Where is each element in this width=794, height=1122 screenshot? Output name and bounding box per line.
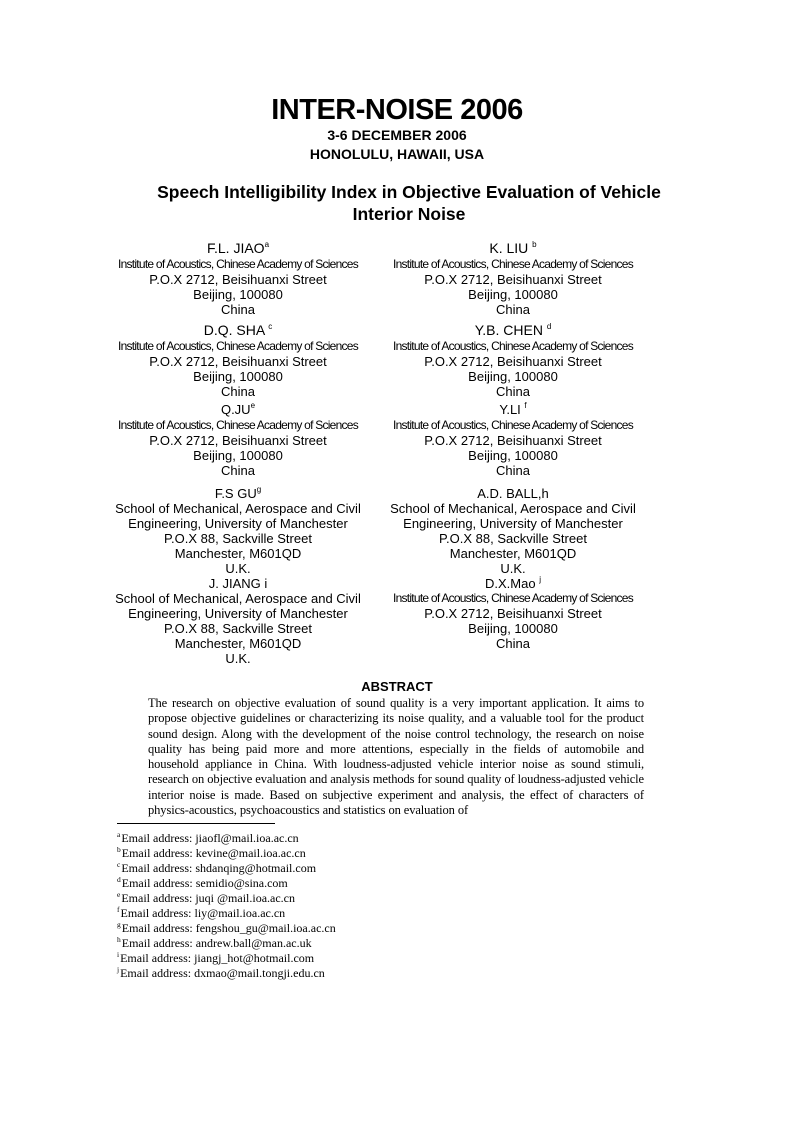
conference-location: HONOLULU, HAWAII, USA [309, 146, 485, 162]
conference-dates: 3-6 DECEMBER 2006 [327, 127, 467, 143]
author-address: P.O.X 2712, Beisihuanxi Street [149, 272, 327, 287]
author-city: Manchester, M601QD [174, 546, 302, 561]
author-block-liu [386, 239, 640, 317]
footnote-text: Email address: jiangj_hot@hotmail.com [120, 951, 315, 965]
author-affiliation: Institute of Acoustics, Chinese Academy of Sciences [118, 339, 358, 353]
footnote-mark: h [117, 935, 121, 944]
author-superscript: f [524, 401, 527, 410]
author-block-ju [112, 402, 364, 478]
author-affiliation: School of Mechanical, Aerospace and Civil [115, 501, 361, 516]
footnote-mark: d [117, 875, 121, 884]
author-block-sha [112, 321, 364, 399]
footnote-text: Email address: dxmao@mail.tongji.edu.cn [120, 966, 325, 980]
author-block-ball [386, 486, 640, 576]
author-city: Beijing, 100080 [468, 448, 558, 463]
author-country: China [496, 463, 530, 478]
paper-title-line-1: Speech Intelligibility Index in Objective Evaluation of Vehicle [157, 182, 661, 202]
author-affiliation-2: Engineering, University of Manchester [128, 606, 348, 621]
author-city: Beijing, 100080 [193, 448, 283, 463]
footnote-text: Email address: kevine@mail.ioa.ac.cn [121, 846, 306, 860]
author-city: Beijing, 100080 [468, 287, 558, 302]
author-superscript: j [539, 575, 541, 584]
author-country: China [221, 384, 255, 399]
author-affiliation: Institute of Acoustics, Chinese Academy of Sciences [118, 418, 358, 432]
author-address: P.O.X 2712, Beisihuanxi Street [424, 354, 602, 369]
author-affiliation: Institute of Acoustics, Chinese Academy of Sciences [393, 418, 633, 432]
footnote-text: Email address: shdanqing@hotmail.com [121, 861, 317, 875]
footnote-mark: g [117, 920, 121, 929]
conference-title: INTER-NOISE 2006 [271, 94, 523, 126]
author-address: P.O.X 2712, Beisihuanxi Street [424, 272, 602, 287]
author-country: China [496, 302, 530, 317]
author-name: Y.LI [499, 402, 521, 417]
footnote-text: Email address: juqi @mail.ioa.ac.cn [121, 891, 296, 905]
footnote-mark: c [117, 860, 121, 869]
author-superscript: d [546, 322, 552, 331]
author-block-jiang [112, 576, 364, 666]
author-country: U.K. [500, 561, 526, 576]
author-block-jiao [112, 239, 364, 317]
author-city: Beijing, 100080 [468, 369, 558, 384]
author-affiliation: School of Mechanical, Aerospace and Civil [115, 591, 361, 606]
author-block-li [386, 402, 640, 478]
footnote-text: Email address: liy@mail.ioa.ac.cn [120, 906, 286, 920]
author-affiliation: School of Mechanical, Aerospace and Civil [390, 501, 636, 516]
author-name: Q.JU [220, 402, 251, 417]
author-superscript: g [256, 485, 262, 494]
author-address: P.O.X 88, Sackville Street [164, 531, 312, 546]
author-address: P.O.X 2712, Beisihuanxi Street [149, 433, 327, 448]
abstract-text: The research on objective evaluation of sound quality is a very important application. It aims to propose objective guidelines or characterizing its noise quality, and a valuable tool for the product sound design. Along with the development of the noise control technology, the research on noise quality has being paid more and more attentions, especially in the fields of automobile and household appliance in China. With loudness-adjusted vehicle interior noise as sound stimuli, research on objective evaluation and analysis methods for sound quality of loudness-adjusted vehicle interior noise is made. Based on subjective experiment and analysis, the effect of characters of physics-acoustics, psychoacoustics and statistics on evaluation of [148, 696, 644, 818]
author-city: Manchester, M601QD [449, 546, 577, 561]
author-city: Beijing, 100080 [468, 621, 558, 636]
paper-title [120, 181, 698, 225]
author-name: A.D. BALL,h [477, 486, 549, 501]
author-city: Manchester, M601QD [174, 636, 302, 651]
author-country: China [496, 384, 530, 399]
footnote-divider [117, 823, 275, 824]
footnote-text: Email address: andrew.ball@man.ac.uk [121, 936, 312, 950]
author-address: P.O.X 2712, Beisihuanxi Street [424, 606, 602, 621]
author-superscript: a [264, 240, 270, 249]
author-affiliation: Institute of Acoustics, Chinese Academy of Sciences [393, 339, 633, 353]
author-country: China [496, 636, 530, 651]
author-address: P.O.X 2712, Beisihuanxi Street [424, 433, 602, 448]
author-block-gu [112, 486, 364, 576]
author-affiliation-2: Engineering, University of Manchester [403, 516, 623, 531]
author-superscript: b [532, 240, 537, 249]
author-affiliation: Institute of Acoustics, Chinese Academy of Sciences [393, 257, 633, 271]
author-address: P.O.X 2712, Beisihuanxi Street [149, 354, 327, 369]
footnote-text: Email address: semidio@sina.com [121, 876, 288, 890]
footnote-item [117, 831, 517, 846]
author-name: F.L. JIAO [206, 240, 265, 256]
footnote-mark: b [117, 845, 121, 854]
paper-title-line-2: Interior Noise [352, 204, 466, 224]
author-country: U.K. [225, 561, 251, 576]
footnote-item [117, 921, 517, 936]
author-superscript: c [268, 322, 273, 331]
author-country: China [221, 302, 255, 317]
footnote-item [117, 846, 517, 861]
author-name: K. LIU [489, 240, 529, 256]
author-name: D.X.Mao [485, 576, 536, 591]
author-city: Beijing, 100080 [193, 287, 283, 302]
footnote-mark: a [117, 830, 121, 839]
footnote-mark: e [117, 890, 121, 899]
footnote-item [117, 936, 517, 951]
footnote-item [117, 951, 517, 966]
footnote-text: Email address: fengshou_gu@mail.ioa.ac.cn [121, 921, 336, 935]
footnote-mark: f [117, 905, 120, 914]
author-address: P.O.X 88, Sackville Street [164, 621, 312, 636]
author-name: D.Q. SHA [203, 322, 265, 338]
author-affiliation: Institute of Acoustics, Chinese Academy of Sciences [393, 591, 633, 605]
footnote-item [117, 966, 517, 981]
footnote-text: Email address: jiaofl@mail.ioa.ac.cn [121, 831, 299, 845]
author-country: U.K. [225, 651, 251, 666]
author-name: F.S GU [214, 486, 257, 501]
author-name: J. JIANG i [208, 576, 268, 591]
footnote-item [117, 891, 517, 906]
author-address: P.O.X 88, Sackville Street [439, 531, 587, 546]
author-country: China [221, 463, 255, 478]
author-affiliation: Institute of Acoustics, Chinese Academy of Sciences [118, 257, 358, 271]
abstract-heading: ABSTRACT [361, 679, 433, 694]
author-name: Y.B. CHEN [474, 322, 543, 338]
author-block-mao [386, 576, 640, 651]
author-block-chen [386, 321, 640, 399]
author-superscript: e [250, 401, 256, 410]
footnote-mark: i [117, 950, 120, 959]
footnote-mark: j [117, 965, 120, 974]
footnote-item [117, 906, 517, 921]
author-affiliation-2: Engineering, University of Manchester [128, 516, 348, 531]
footnote-item [117, 876, 517, 891]
footnotes [117, 831, 517, 981]
footnote-item [117, 861, 517, 876]
author-city: Beijing, 100080 [193, 369, 283, 384]
